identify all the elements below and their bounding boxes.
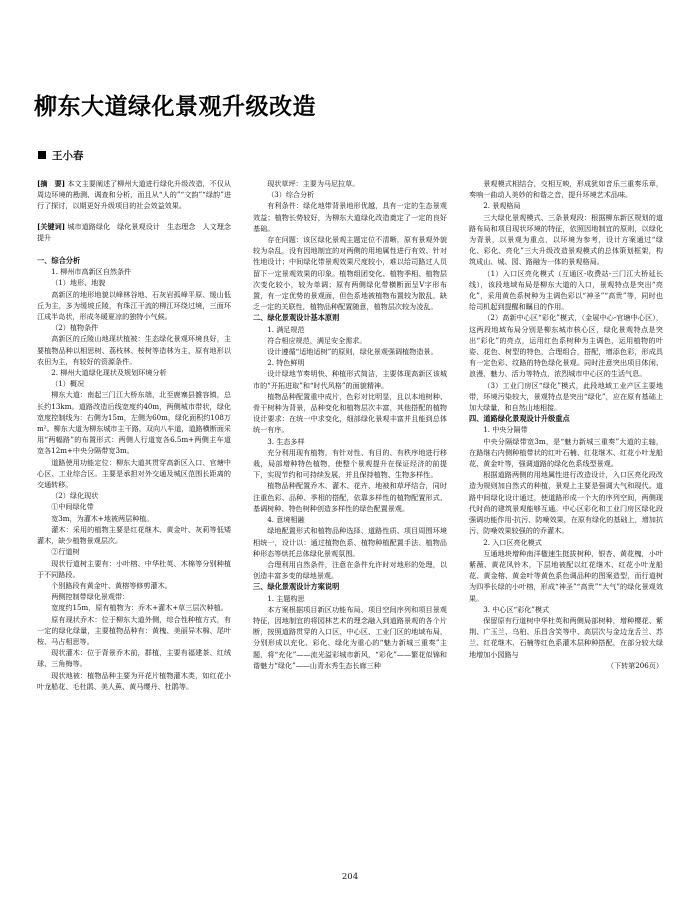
- paragraph: （3）综合分析: [267, 190, 315, 200]
- column-middle-body: [253, 178, 447, 671]
- paragraph: 景观模式相结合，交相互映，形成犹如音乐三重奏乐章，奏响一曲动人美妙的和谐之音，提升环境艺术品味。: [469, 179, 663, 200]
- paragraph: 高新区的地形地貌以峰林谷地、石灰岩孤峰平原、缓山低丘为主，多为缓坡丘陵，有珠江干流的柳江环绕过境，三面环江成半岛状，形成冬暖夏凉的独特小气候。: [37, 289, 231, 322]
- paragraph: 有利条件：绿化地带背景地形优越，具有一定的生态景观效益；植物长势较好，为柳东大道绿化改造奠定了一定的良好基础。: [253, 201, 447, 233]
- section-heading: 三、绿化景观设计方案说明: [253, 582, 340, 592]
- column-left-body: [37, 255, 231, 692]
- section-heading: 一、综合分析: [37, 256, 81, 266]
- keywords-text: 城市道路绿化 绿化景观设计 生态理念 人文理念提升: [37, 221, 232, 242]
- author-name: 王小春: [52, 150, 84, 162]
- paragraph: 符合相应规范，满足安全需求。: [267, 335, 367, 345]
- paragraph: 设计遵循“适地适树”的原则，绿化景观强调植物造景。: [267, 347, 438, 357]
- paragraph: 2. 特色鲜明: [267, 358, 305, 368]
- paragraph: 中央分隔绿带宽3m，是“魅力新城三重奏”大道的主轴，在路继右内侧种植带状的红叶石楠、红花继木、红花小叶龙船花、黄金叶等，强调道路的绿化色系线型景观。: [469, 436, 663, 469]
- paragraph: 现状地被：植物品种主要为开花片植物灌木类，如红花小叶龙船花、毛杜鹃、美人蕉、黄马缨丹、杜鹃等。: [37, 670, 231, 691]
- paragraph: 宽度约15m，原有植物为：乔木+灌木+草三层次种植。: [51, 603, 228, 613]
- paragraph: 设计绿地节奏明快、种植形式简洁，主要体现高新区该城市的“开拓进取”和“时代风格”的面貌精神。: [253, 369, 447, 390]
- keywords-label: [关键词]: [37, 221, 66, 231]
- paragraph: 柳东大道：南起三门江大桥东端，北至鹿寨县雒容镇，总长约13km。道路改造后线宽度约40m，两侧城市带状，绿化宽度控制线为：右侧为15m，左侧为60m，绿化面积约108万m²。柳东大道为柳东城市主干路，双向八车道，道路横断面采用“两幅路”的布置形式：两侧人行道宽各6.5m+两侧主车道宽各12m+中央分隔带宽3m。: [37, 390, 232, 456]
- article-title: 柳东大道绿化景观升级改造: [34, 94, 316, 120]
- paragraph: 现状行道树主要有：小叶榕、中华杜英、木棉等分别种植于不同路段。: [37, 558, 231, 579]
- paragraph: 互通地块增种南洋楹速生挺拔树种，银杏、黄花槐，小叶紫薇、黄花风铃木，下层地被配以红花继木、红花小叶龙船花、黄金榕、黄金叶等黄色系色调品种的图案造型，而行道树为四季长绿的小叶榕，形成“神圣”“高贵”“大气”的绿化景观效果。: [469, 548, 663, 603]
- paragraph: 个别路段有黄金叶、黄榕等修剪灌木。: [51, 580, 172, 590]
- paragraph: 存在问题：该区绿化景观主题定位不清晰，原有景观外貌较为杂乱，没有因地制宜的对两侧的用地属性进行有效、针对性地设计；中间绿化带景观效果尺度较小，难以给司路过人员留下一定景观效果的印象。植物组团变化、植物季相、植物层次变化较小，较为单调；原有两侧绿化带横断面呈V字形布置，有一定优势的景观面，但色系地被植物布置较为散乱，缺乏一定的关联性，植物品种配置随意，植物层次较为凌乱。: [253, 235, 447, 312]
- column-middle: [253, 178, 447, 671]
- paragraph: 3. 中心区“彩化”模式: [483, 604, 550, 614]
- paragraph: 宽3m，为灌木+地被两层种植。: [51, 513, 154, 523]
- paragraph: 道路使用功能定位：柳东大道其贯穿高新区入口、官塘中心区、工业综合区。主要是承担对外交通及城区范围长距离的交通转移。: [37, 457, 231, 490]
- abstract-text: 本文主要阐述了柳州大道进行绿化升级改造，不仅从周边环境的勘测、调查和分析，而且从“人的”“文韵”“绿韵”进行了探讨，以期更好升级项目的社会效益效果。: [37, 179, 232, 211]
- keywords: [37, 221, 231, 243]
- paragraph: 1. 中央分隔带: [483, 425, 528, 435]
- abstract-label: [摘 要]: [37, 179, 66, 188]
- paragraph: 2. 景观格局: [483, 201, 521, 211]
- paragraph: （下转第206页）: [606, 660, 663, 670]
- paragraph: 三大绿化景观模式、三条景观段：根据柳东新区规划的道路布局和项目现状环境的特征，依照因地制宜的原则，以绿化为背景，以景观为重点，以环境为参考，设计方案通过“绿化、彩化、亮化”三大升级改造景观模式的总体策划框架，构筑成山、城、园、路融为一体的景观格局。: [469, 212, 663, 267]
- paragraph: 2. 入口区亮化模式: [483, 537, 542, 547]
- paragraph: 本方案根据项目新区功能布局、项目空间序列和项目景观特征，因地制宜的将园林艺术的理念融入到道路景观的各个片断，按照道路贯穿的入口区、中心区、工业门区的地域布局，分别形成以充化、彩化、绿化为重心的“魅力新城三重奏”主题，将“充化”——流光溢彩城市新风，“彩化”——繁花似锦和谐魅力“绿化”——山青水秀生态长廊三种: [253, 604, 447, 670]
- paragraph: （2）高新中心区“彩化”模式，（金展中心-官塘中心区），这两段地域布局分别是柳东城市核心区，绿化景观特点是突出“彩化”的亮点，运用红色系树种为主调色，运用植物的叶姿、花色、树型的特色，合理组合，搭配，增添色彩，形成具有一定色彩、纹路的特色绿化景观。同时注意突出项目体闲、浪漫、魅力、活力等特点，浓烈城市中心区的生活气息。: [469, 313, 663, 379]
- paragraph: 两侧控制带绿化景观带：: [51, 592, 130, 602]
- paragraph: 高新区的丘陵山地现状植被：生态绿化景观环境良好，主要植物品种以相思树、荔枝林、桉树等造林为主，原有地形以农田为主，有较好的资源条件。: [37, 334, 231, 366]
- section-heading: 二、绿化景观设计基本原则: [253, 313, 340, 323]
- paragraph: （2）绿化现状: [51, 491, 99, 501]
- paragraph: 现状灌木：位于背景乔木前，群植，主要有福建茶、红绒球、三角梅等。: [37, 648, 231, 669]
- paragraph: （1）概况: [51, 379, 85, 389]
- abstract: [37, 178, 231, 212]
- paragraph: 现状草坪：主要为马尼拉草。: [267, 179, 360, 188]
- paragraph: 根据道路两侧的用地属性进行改造设计，入口区亮化段改造为规则加自然式的种植，景观上主要是强调大气和现代。道路中间绿化设计通过，使道路形成一个大的序列空间，两侧现代时尚的建筑景观能够互通。中心区彩化和工业门房区绿化段强调功能作用-抗污、防噪效果，在原有绿化的基础上，增加抗污、防噪效果较强的的乔灌木。: [469, 470, 663, 536]
- column-right-body: [469, 178, 663, 671]
- paragraph: 1. 满足规范: [267, 324, 305, 334]
- paragraph: 植物品种配置重中成片，色彩对比明显，且以本地树种、骨干树种为背景，品种变化和植物层次丰富，其他搭配的植物设计要求：在统一中求变化，细部绿化景观丰富并且能到总体统一有序。: [253, 391, 447, 435]
- paragraph: 2. 柳州大道绿化现状及规划环境分析: [51, 368, 167, 378]
- author-line: [38, 148, 84, 163]
- paragraph: 保留原有行道树中华杜英和两侧局部树种，增种樱花、紫荆、广玉兰、乌桕、乐昌含笑等中、高层次与金边龙舌兰、苏兰、红花继木、石楠等红色系灌木层种种搭配，在部分较大绿地增加小园路与: [469, 615, 663, 659]
- paragraph: 灌木：采用的植物主要是红花继木、黄金叶、灰莉等低矮灌木，缺少植物景观层次。: [37, 524, 231, 546]
- paragraph: 绿地配置形式和植物品种选择、道路性质、项目周围环境相统一，设计以：通过植物色系、植物种植配置手法、植物品种形态等烘托总体绿化景观氛围。: [253, 526, 447, 558]
- paragraph: 1. 主题构思: [267, 593, 305, 603]
- paragraph: 3. 生态多样: [267, 436, 305, 446]
- paragraph: ②行道树: [51, 547, 80, 557]
- page-number: 204: [341, 872, 359, 882]
- paragraph: 合理利用自然条件，注意在条件允许时对地形的处理，以创造丰富多变的绿地景观。: [253, 559, 447, 581]
- paragraph: （2）植物条件: [51, 323, 99, 333]
- column-left: [37, 178, 231, 692]
- column-right: [469, 178, 663, 671]
- paragraph: （1）地形、地貌: [51, 278, 106, 288]
- paragraph: ①中间绿化带: [51, 502, 94, 512]
- paragraph: 4. 意境相融: [267, 515, 305, 525]
- square-bullet-icon: [38, 151, 46, 159]
- paragraph: （1）入口区亮化模式（互通区-收费站-三门江大桥延长线），该段地域布局是柳东大道的入口，景观特点是突出“亮化”，采用黄色系树种为主调色彩以“神圣”“高贵”等，同时也给司机起到提醒和瞩目的作用。: [469, 268, 663, 312]
- paragraph: 充分利用现有植物，有针对性、有目的、有秩序地进行移栽，局部增种特色植物，使整个景观提升在保证经济的前提下，实现节约和可持续发展，并且保持植物、生物多样性。: [253, 447, 447, 480]
- paragraph: 1. 柳州市高新区自然条件: [51, 267, 132, 277]
- paragraph: 原有现状乔木：位于柳东大道外侧，综合性种植方式，有一定的绿化绿量，主要植物品种有：黄槐、美丽异木棉、尾叶桉、马占相思等。: [37, 614, 231, 646]
- paragraph: 植物品种配置乔木、灌木、花卉、地被和草坪结合，同时注重色彩、品种、季相的搭配，依靠多样性的植物配置形式、基调树种、特色树种创造多样性的绿色配置景观。: [253, 481, 447, 513]
- paragraph: （3）工业门房区“绿化”模式，此段地域工业产区主要地带，环境污染较大，景观特点是突出“绿化”，应在原有基础上加大绿量，和自然山地相接。: [469, 380, 663, 413]
- section-heading: 四、道路绿化景观设计升级重点: [469, 414, 570, 424]
